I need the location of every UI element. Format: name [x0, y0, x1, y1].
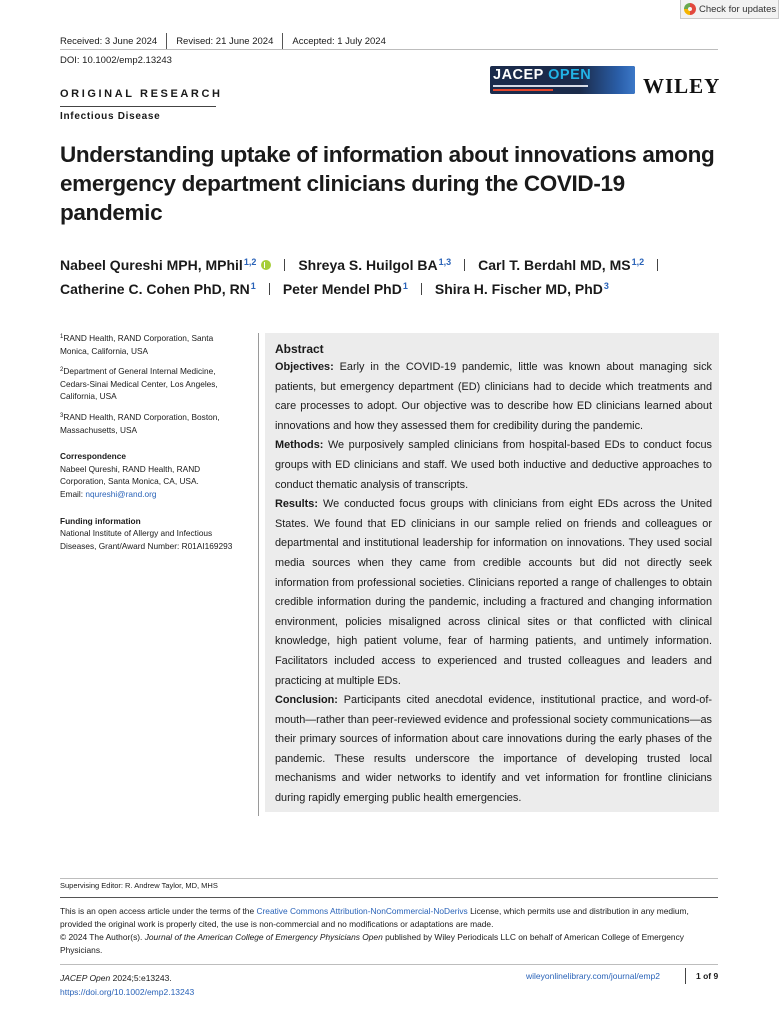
author-affiliation[interactable]: 1,2 — [243, 257, 257, 267]
author-name[interactable]: Shreya S. Huilgol BA — [298, 257, 438, 273]
abstract-divider — [258, 333, 259, 816]
check-for-updates-label: Check for updates — [699, 3, 777, 15]
article-sidebar — [60, 331, 240, 566]
logo-tagline-strip — [493, 85, 588, 87]
correspondence-address: Nabeel Qureshi, RAND Health, RAND Corporation, Santa Monica, CA, USA. — [60, 463, 201, 487]
abstract-heading: Abstract — [275, 342, 324, 356]
correspondence-heading: Correspondence — [60, 451, 126, 462]
article-title: Understanding uptake of information about innovations among emergency department clinicians during the COVID-19 pandemic — [60, 142, 715, 225]
author-affiliation[interactable]: 1 — [402, 281, 408, 291]
funding-block — [60, 515, 240, 553]
correspondence-block — [60, 450, 240, 500]
affiliation: $^1$RAND Health, RAND Corporation, Santa Monica, California, USA — [60, 333, 214, 356]
affiliation: $^3$RAND Health, RAND Corporation, Boston, Massachusetts, USA — [60, 411, 220, 435]
divider — [282, 33, 283, 50]
journal-logo-text: JACEP OPEN — [493, 67, 592, 83]
article-type: ORIGINAL RESEARCH — [60, 88, 223, 100]
citation — [60, 971, 194, 999]
page-number: 1 of 9 — [696, 971, 719, 981]
accepted-date: Accepted: 1 July 2024 — [292, 35, 386, 47]
footer-rule — [60, 964, 718, 965]
section-rule — [60, 106, 216, 107]
abstract-results: Results: We conducted focus groups with clinicians from eight EDs across the United States. We found that ED clinicians in our sample relied on friends and colleagues or departmental and institutional leadership for information on innovations. They used social media sources when they came from credible accounts but did not directly seek information from professional societies. Clinicians reported a range of challenges to obtain credible information during the pandemic, including a fractured and changing information environment, policies misaligned across clinical sites or that conflicted with clinical knowledge, high patient volume, fear of harming patients, and untimely information. Facilitators included access to experienced and trusted colleagues and leaders and practicing at multiple EDs. — [275, 498, 712, 687]
correspondence-email-line: Email: nqureshi@rand.org — [60, 488, 157, 499]
abstract-objectives: Objectives: Early in the COVID-19 pandemic, little was known about managing sick patients, but emergency department (ED) clinicians had to decide which treatments and care processes to adopt. Our objective was to describe how ED clinicians learned about innovations and how they assessed them for credibility during the pandemic. — [275, 361, 712, 432]
divider — [269, 283, 270, 295]
author-affiliation[interactable]: 1,2 — [631, 257, 645, 267]
divider — [166, 33, 167, 50]
article-subject: Infectious Disease — [60, 111, 161, 122]
author-affiliation[interactable]: 1 — [250, 281, 256, 291]
license-link[interactable]: Creative Commons Attribution-NonCommercial-NoDerivs — [256, 906, 468, 916]
received-date: Received: 3 June 2024 — [60, 35, 158, 47]
journal-logo — [490, 66, 635, 94]
divider — [421, 283, 422, 295]
doi-link[interactable]: https://doi.org/10.1002/emp2.13243 — [60, 987, 195, 997]
citation-text: JACEP Open 2024;5:e13243. — [60, 973, 172, 983]
footer-rule — [60, 897, 718, 898]
author-name[interactable]: Peter Mendel PhD — [282, 281, 402, 297]
author-list-line-1 — [60, 255, 671, 275]
doi: DOI: 10.1002/emp2.13243 — [60, 55, 172, 66]
abstract-methods: Methods: We purposively sampled clinicians from hospital-based EDs to conduct focus groups with ED clinicians and staff. We used both inductive and deductive approaches to conduct thematic analysis of transcripts. — [275, 439, 712, 491]
author-affiliation[interactable]: 1,3 — [438, 257, 452, 267]
email-link[interactable]: nqureshi@rand.org — [85, 488, 157, 499]
abstract-box — [265, 333, 719, 812]
divider — [657, 259, 658, 271]
check-for-updates-button[interactable] — [680, 0, 779, 19]
publisher-logo: WILEY — [643, 74, 721, 98]
abstract-conclusion: Conclusion: Participants cited anecdotal evidence, institutional practice, and word-of-mouth—rather than peer-reviewed evidence and professional society communications—as their primary sources of information about care innovations during the early phases of the pandemic. These results underscore the importance of developing trusted local mechanisms and wider networks to identify and vet information for frontline clinicians during rapidly emerging public health emergencies. — [275, 694, 712, 805]
footer-rule — [60, 878, 718, 879]
divider — [284, 259, 285, 271]
author-name[interactable]: Carl T. Berdahl MD, MS — [478, 257, 631, 273]
revised-date: Revised: 21 June 2024 — [176, 35, 274, 47]
copyright-text: © 2024 The Author(s). Journal of the American College of Emergency Physicians Open published by Wiley Periodicals LLC on behalf of American College of Emergency Physicians. — [60, 932, 684, 955]
license-text: This is an open access article under the terms of the Creative Commons Attribution-NonCommercial-NoDerivs License, which permits use and distribution in any medium, provided the original work is properly cited, the use is non-commercial and no modifications or adaptations are made. — [60, 906, 689, 929]
author-name[interactable]: Catherine C. Cohen PhD, RN — [60, 281, 250, 297]
affiliation: $^2$Department of General Internal Medicine, Cedars-Sinai Medical Center, Los Angeles, California, USA — [60, 366, 218, 402]
header-rule — [60, 49, 718, 50]
author-name[interactable]: Shira H. Fischer MD, PhD — [434, 281, 603, 297]
author-affiliation[interactable]: 3 — [603, 281, 609, 291]
logo-accent-strip — [493, 89, 553, 91]
funding-text: National Institute of Allergy and Infectious Diseases, Grant/Award Number: R01AI169293 — [60, 528, 233, 551]
article-dates — [60, 34, 386, 48]
author-name[interactable]: Nabeel Qureshi MPH, MPhil — [60, 257, 243, 273]
divider — [685, 968, 686, 984]
divider — [464, 259, 465, 271]
journal-url-link[interactable]: wileyonlinelibrary.com/journal/emp2 — [526, 971, 661, 981]
supervising-editor: Supervising Editor: R. Andrew Taylor, MD, MHS — [60, 881, 218, 890]
funding-heading: Funding information — [60, 515, 141, 526]
orcid-icon[interactable] — [261, 260, 271, 270]
license-notice — [60, 905, 720, 957]
author-list-line-2 — [60, 279, 609, 299]
crossmark-icon — [684, 3, 696, 15]
